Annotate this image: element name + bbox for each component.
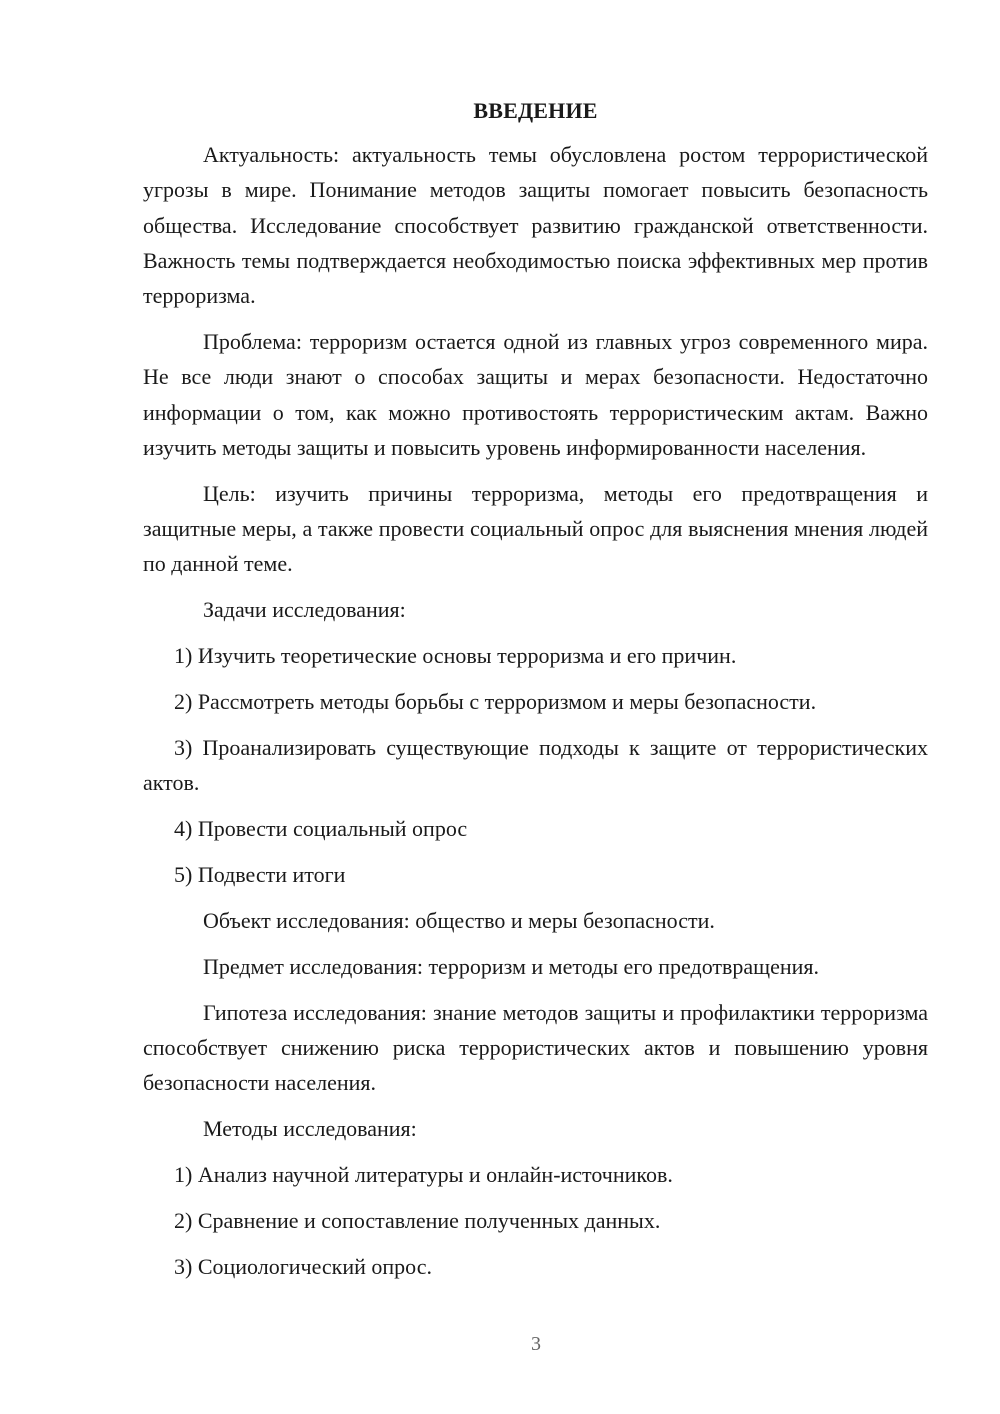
relevance-paragraph: Актуальность: актуальность темы обусловлена ростом террористической угрозы в мире. Понимание методов защиты помогает повысить безопасность общества. Исследование способствует развитию гражданской ответственности. Важность темы подтверждается необходимостью поиска эффективных мер против терроризма. [143, 142, 928, 309]
method-item-2: 2) Сравнение и сопоставление полученных данных. [174, 1208, 661, 1234]
task-item-4: 4) Провести социальный опрос [174, 816, 468, 842]
methods-heading: Методы исследования: [203, 1116, 417, 1142]
task-item-2: 2) Рассмотреть методы борьбы с терроризмом и меры безопасности. [174, 689, 817, 715]
task-item-1: 1) Изучить теоретические основы терроризма и его причин. [174, 643, 737, 669]
task-item-3: 3) Проанализировать существующие подходы к защите от террористических актов. [143, 735, 928, 796]
section-title: ВВЕДЕНИЕ [473, 98, 598, 123]
page-content [143, 96, 928, 1284]
goal-paragraph: Цель: изучить причины терроризма, методы его предотвращения и защитные меры, а также провести социальный опрос для выяснения мнения людей по данной теме. [143, 480, 928, 577]
hypothesis-paragraph: Гипотеза исследования: знание методов защиты и профилактики терроризма способствует снижению риска террористических актов и повышению уровня безопасности населения. [143, 999, 928, 1096]
subject-paragraph: Предмет исследования: терроризм и методы его предотвращения. [203, 953, 820, 979]
object-paragraph: Объект исследования: общество и меры безопасности. [203, 907, 715, 933]
problem-paragraph: Проблема: терроризм остается одной из главных угроз современного мира. Не все люди знают о способах защиты и мерах безопасности. Недостаточно информации о том, как можно противостоять террористическим актам. Важно изучить методы защиты и повысить уровень информированности населения. [143, 329, 928, 460]
method-item-3: 3) Социологический опрос. [174, 1253, 432, 1279]
task-item-5: 5) Подвести итоги [174, 862, 346, 888]
page-number: 3 [531, 1333, 541, 1355]
method-item-1: 1) Анализ научной литературы и онлайн-источников. [174, 1162, 673, 1188]
tasks-heading: Задачи исследования: [203, 597, 406, 623]
